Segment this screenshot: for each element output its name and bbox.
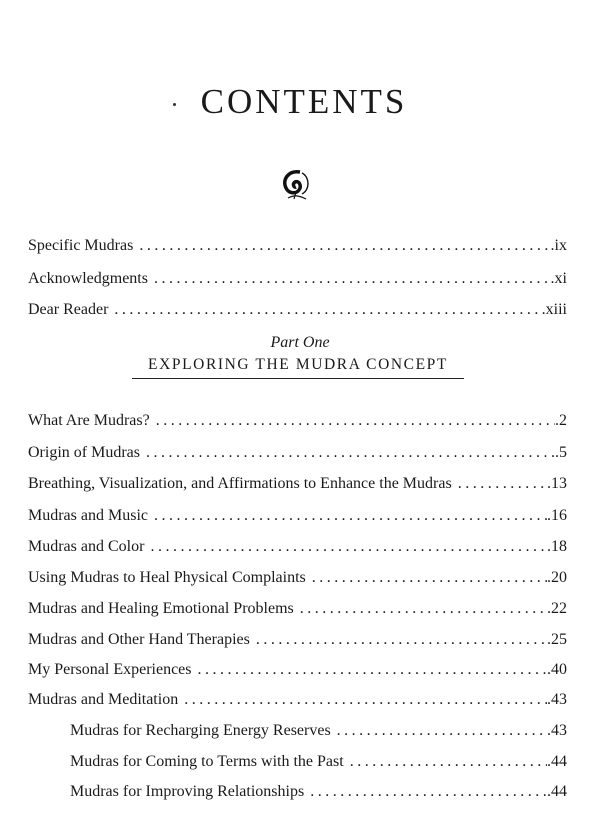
dot-leader	[150, 537, 547, 557]
dot-leader	[139, 236, 550, 256]
dot-leader	[337, 721, 547, 741]
entry-label: Mudras and Other Hand Therapies	[28, 631, 250, 648]
entry-label: What Are Mudras?	[28, 412, 150, 429]
page-number: .18	[547, 538, 567, 555]
page-number: .2	[555, 412, 567, 429]
page-title: CONTENTS	[200, 82, 408, 121]
entry-label: Dear Reader	[28, 301, 109, 318]
page-number: .xiii	[541, 301, 567, 318]
toc-entry[interactable]	[28, 474, 567, 494]
entry-label: My Personal Experiences	[28, 661, 192, 678]
dot-leader	[154, 269, 551, 289]
page-number: .20	[547, 569, 567, 586]
dot-leader	[350, 752, 547, 772]
toc-entry[interactable]	[28, 236, 567, 256]
dot-leader	[312, 568, 547, 588]
toc-entry[interactable]	[28, 300, 567, 320]
page-number: .43	[547, 691, 567, 708]
page-number: .44	[547, 753, 567, 770]
toc-entry[interactable]	[28, 568, 567, 588]
entry-label: Mudras for Coming to Terms with the Past	[70, 753, 344, 770]
entry-label: Acknowledgments	[28, 270, 148, 287]
toc-entry[interactable]	[70, 752, 567, 772]
speck	[173, 103, 176, 106]
page-number: .44	[547, 783, 567, 800]
dot-leader	[310, 782, 547, 802]
dot-leader	[198, 660, 547, 680]
toc-entry[interactable]	[70, 782, 567, 802]
dot-leader	[114, 300, 541, 320]
entry-label: Origin of Mudras	[28, 444, 140, 461]
dot-leader	[146, 443, 555, 463]
page-number: .22	[547, 600, 567, 617]
page-number: .13	[547, 475, 567, 492]
page-number: .ix	[550, 237, 567, 254]
toc-entry[interactable]	[28, 599, 567, 619]
toc-entry[interactable]	[28, 690, 567, 710]
entry-label: Breathing, Visualization, and Affirmations to Enhance the Mudras	[28, 475, 452, 492]
entry-label: Mudras for Improving Relationships	[70, 783, 305, 800]
toc-entry[interactable]	[28, 443, 567, 463]
toc-entry[interactable]	[70, 721, 567, 741]
entry-label: Mudras and Meditation	[28, 691, 179, 708]
toc-entry[interactable]	[28, 537, 567, 557]
toc-entry[interactable]	[28, 630, 567, 650]
entry-label: Mudras for Recharging Energy Reserves	[70, 722, 331, 739]
dot-leader	[300, 599, 547, 619]
entry-label: Specific Mudras	[28, 237, 134, 254]
toc-entry[interactable]	[28, 269, 567, 289]
swirl-ornament-icon	[280, 168, 314, 202]
dot-leader	[156, 411, 555, 431]
dot-leader	[184, 690, 547, 710]
part-number: Part One	[270, 334, 330, 351]
part-title: EXPLORING THE MUDRA CONCEPT	[132, 356, 464, 379]
page-number: .25	[547, 631, 567, 648]
dot-leader	[256, 630, 547, 650]
toc-entry[interactable]	[28, 506, 567, 526]
page-number: .16	[547, 507, 567, 524]
entry-label: Mudras and Healing Emotional Problems	[28, 600, 294, 617]
toc-entry[interactable]	[28, 411, 567, 431]
entry-label: Mudras and Color	[28, 538, 145, 555]
entry-label: Using Mudras to Heal Physical Complaints	[28, 569, 306, 586]
dot-leader	[458, 474, 547, 494]
entry-label: Mudras and Music	[28, 507, 148, 524]
toc-entry[interactable]	[28, 660, 567, 680]
page-number: .43	[547, 722, 567, 739]
page-number: .5	[555, 444, 567, 461]
page-number: .40	[547, 661, 567, 678]
page-number: .xi	[550, 270, 567, 287]
dot-leader	[154, 506, 547, 526]
